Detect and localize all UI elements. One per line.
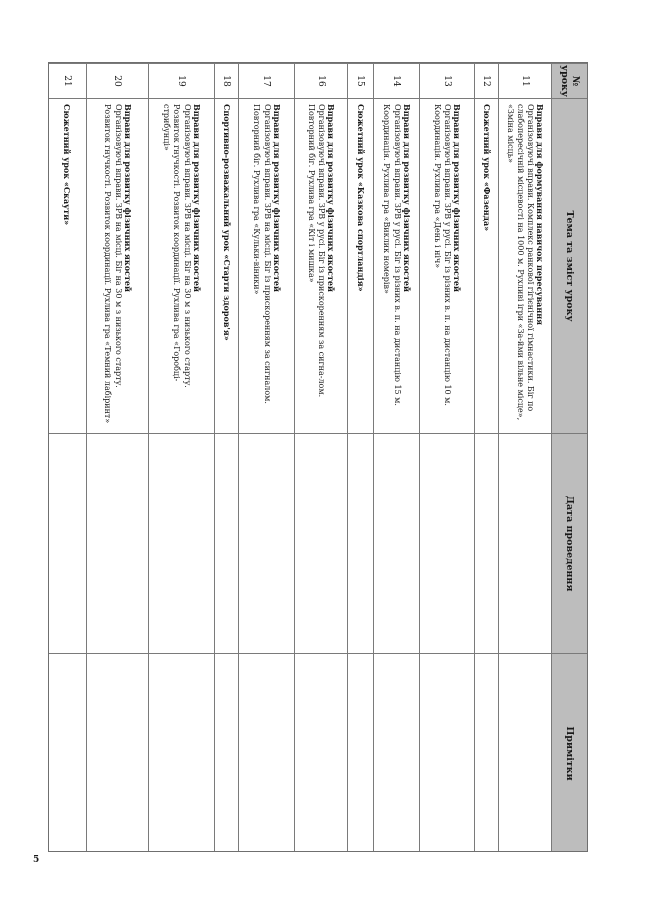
header-topic: Тема та зміст уроку [552, 99, 589, 434]
notes-cell [348, 654, 374, 853]
topic-description: Організовуючі вправи. ЗРВ на місці. Біг на 30 м з низького старту. Розвиток гнучкості. Розвиток координації. Рухлива гра «Горобці-стрибунці» [162, 104, 192, 388]
lesson-topic [48, 99, 87, 434]
table-row [374, 64, 420, 853]
topic-description: Організовуючі вправи. ЗРВ у русі. Біг із різних в. п. на дистанцію 15 м. Координація. Рухлива гра «Виклик номерів» [382, 104, 402, 406]
date-cell [149, 434, 215, 654]
lesson-topic [374, 99, 420, 434]
topic-title: Вправи для розвитку фізичних якостей [401, 104, 412, 292]
topic-title: Сюжетний урок «Казкова спортландія» [355, 104, 366, 292]
lesson-topic [348, 99, 374, 434]
table-row [475, 64, 499, 853]
lesson-plan-table [48, 63, 588, 852]
lesson-number: 11 [499, 64, 552, 99]
topic-description: Організовуючі вправи. Комплекс ранкової гігієнічної гімнастики. Біг по слабопересічній місцевості на 1000 м. Рухливі ігри «За-йми вільне місце», «Зміна місць» [505, 104, 536, 421]
lesson-number: 17 [239, 64, 295, 99]
date-cell [475, 434, 499, 654]
table-row [295, 64, 348, 853]
table-row [215, 64, 239, 853]
topic-title: Вправи для розвитку фізичних якостей [452, 104, 463, 292]
topic-title: Вправи для розвитку фізичних якостей [271, 104, 282, 292]
notes-cell [239, 654, 295, 853]
notes-cell [215, 654, 239, 853]
table-row [420, 64, 475, 853]
header-notes: Примітки [552, 654, 589, 853]
lesson-number: 18 [215, 64, 239, 99]
header-row [552, 64, 589, 853]
lesson-number: 14 [374, 64, 420, 99]
lesson-plan-table-frame [48, 62, 588, 852]
topic-description: Організовуючі вправи. ЗРВ у русі. Біг із прискоренням за сигна-лом. Повторний біг. Рухлива гра «Кіт і мишка» [306, 104, 327, 398]
lesson-number: 16 [295, 64, 348, 99]
lesson-topic [239, 99, 295, 434]
page-number: 5 [33, 855, 40, 865]
table-row [149, 64, 215, 853]
table-row [499, 64, 552, 853]
table-row [348, 64, 374, 853]
notes-cell [295, 654, 348, 853]
rotated-table-wrapper [49, 63, 588, 852]
header-lesson-number: № уроку [552, 64, 589, 99]
date-cell [374, 434, 420, 654]
topic-title: Сюжетний урок «Скаути» [62, 104, 73, 226]
date-cell [239, 434, 295, 654]
lesson-number: 20 [87, 64, 149, 99]
topic-title: Вправи для розвитку фізичних якостей [326, 104, 337, 292]
notes-cell [420, 654, 475, 853]
topic-title: Вправи для формування навичок пересування [535, 104, 546, 325]
topic-description: Організовуючі вправи. ЗРВ на місці. Біг із прискоренням за сигналом. Повторний біг. Рухлива гра «Кульки-віники» [252, 104, 272, 404]
table-row [87, 64, 149, 853]
lesson-number: 19 [149, 64, 215, 99]
lesson-topic [499, 99, 552, 434]
topic-title: Спортивно-розважальний урок «Старти здоров'я» [221, 104, 232, 341]
date-cell [499, 434, 552, 654]
topic-title: Вправи для розвитку фізичних якостей [191, 104, 202, 292]
lesson-topic [215, 99, 239, 434]
topic-description: Організовуючі вправи. ЗРВ на місці. Біг на 30 м з низького старту. Розвиток гнучкості. Розвиток координації. Рухлива гра «Темний лабіринт» [103, 104, 123, 424]
topic-title: Сюжетний урок «Фазенда» [481, 104, 492, 232]
topic-description: Організовуючі вправи. ЗРВ у русі. Біг із різних в. п. на дистанцію 10 м. Координація. Рухлива гра «День і ніч» [432, 104, 453, 406]
date-cell [348, 434, 374, 654]
notes-cell [48, 654, 87, 853]
date-cell [295, 434, 348, 654]
date-cell [48, 434, 87, 654]
header-date: Дата проведення [552, 434, 589, 654]
notes-cell [475, 654, 499, 853]
date-cell [215, 434, 239, 654]
topic-title: Вправи для розвитку фізичних якостей [122, 104, 133, 292]
date-cell [87, 434, 149, 654]
lesson-number: 15 [348, 64, 374, 99]
lesson-topic [149, 99, 215, 434]
lesson-topic [87, 99, 149, 434]
table-row [48, 64, 87, 853]
notes-cell [499, 654, 552, 853]
lesson-topic [475, 99, 499, 434]
table-row [239, 64, 295, 853]
lesson-number: 13 [420, 64, 475, 99]
notes-cell [374, 654, 420, 853]
notes-cell [149, 654, 215, 853]
date-cell [420, 434, 475, 654]
lesson-number: 12 [475, 64, 499, 99]
notes-cell [87, 654, 149, 853]
lesson-number: 21 [48, 64, 87, 99]
lesson-topic [420, 99, 475, 434]
lesson-topic [295, 99, 348, 434]
